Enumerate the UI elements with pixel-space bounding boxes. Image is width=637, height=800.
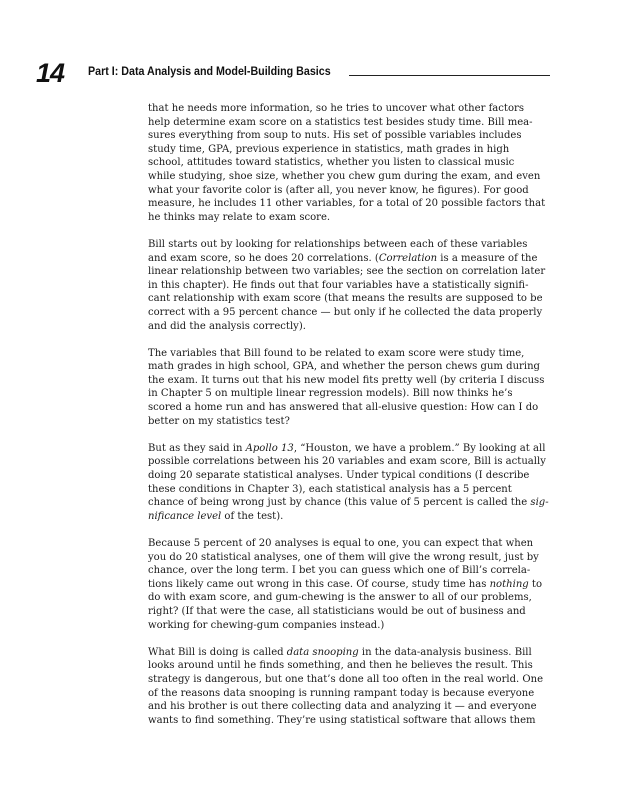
paragraph: [148, 646, 552, 728]
text-line: possible correlations between his 20 variables and exam score, Bill is actually: [148, 456, 546, 468]
text-line: that he needs more information, so he tries to uncover what other factors: [148, 103, 524, 114]
text-line: chance, over the long term. I bet you can guess which one of Bill’s correla-: [148, 565, 531, 577]
text-line: and his brother is out there collecting data and analyzing it — and everyone: [148, 701, 537, 713]
text-line: right? (If that were the case, all statisticians would be out of business and: [148, 605, 526, 617]
running-head-rule: [349, 75, 550, 76]
text-line: he thinks may relate to exam score.: [148, 211, 331, 223]
text-line: wants to find something. They’re using statistical software that allows them: [148, 714, 536, 726]
text-line: in Chapter 5 on multiple linear regression models). Bill now thinks he’s: [148, 388, 513, 400]
text-line: and exam score, so he does 20 correlations. (Correlation is a measure of the: [148, 252, 538, 264]
text-line: in this chapter). He finds out that four variables have a statistically signifi-: [148, 279, 529, 291]
text-line: better on my statistics test?: [148, 415, 290, 427]
text-line: and did the analysis correctly).: [148, 320, 306, 332]
text-line: tions likely came out wrong in this case. Of course, study time has nothing to: [148, 578, 543, 590]
text-line: do with exam score, and gum-chewing is the answer to all of our problems,: [148, 592, 532, 604]
italic-term: data snooping: [286, 646, 359, 658]
italic-term: sig-: [530, 497, 549, 509]
text-line: what your favorite color is (after all, you never know, he figures). For good: [148, 184, 529, 196]
text-line: help determine exam score on a statistics test besides study time. Bill mea-: [148, 116, 533, 128]
italic-term: nificance level: [148, 510, 222, 522]
italic-term: Apollo 13: [245, 442, 294, 454]
text-line: cant relationship with exam score (that means the results are supposed to be: [148, 293, 543, 305]
text-line: while studying, shoe size, whether you chew gum during the exam, and even: [148, 170, 541, 182]
text-line: nificance level of the test).: [148, 510, 284, 522]
text-line: Bill starts out by looking for relationships between each of these variables: [148, 238, 528, 250]
text-line: these conditions in Chapter 3), each statistical analysis has a 5 percent: [148, 483, 512, 495]
text-line: Because 5 percent of 20 analyses is equal to one, you can expect that when: [148, 538, 534, 549]
text-line: What Bill is doing is called data snooping in the data-analysis business. Bill: [148, 646, 532, 658]
running-head: [88, 66, 550, 78]
text-line: The variables that Bill found to be related to exam score were study time,: [148, 347, 525, 359]
text-line: sures everything from soup to nuts. His set of possible variables includes: [148, 130, 522, 142]
text-line: strategy is dangerous, but one that’s done all too often in the real world. One: [148, 673, 544, 685]
body-text: [148, 102, 552, 741]
paragraph: [148, 102, 552, 224]
italic-term: nothing: [489, 578, 529, 590]
running-head-title: Part I: Data Analysis and Model-Building Basics: [88, 66, 331, 78]
page-number: 14: [36, 58, 65, 88]
paragraph: [148, 442, 552, 524]
text-line: you do 20 statistical analyses, one of them will give the wrong result, just by: [148, 551, 539, 563]
text-line: school, attitudes toward statistics, whether you listen to classical music: [148, 157, 515, 169]
text-line: math grades in high school, GPA, and whether the person chews gum during: [148, 361, 540, 373]
paragraph: [148, 537, 552, 632]
text-line: working for chewing-gum companies instead.): [148, 619, 385, 631]
text-line: linear relationship between two variables; see the section on correlation later: [148, 266, 546, 278]
text-line: chance of being wrong just by chance (this value of 5 percent is called the sig-: [148, 497, 549, 509]
text-line: doing 20 separate statistical analyses. Under typical conditions (I describe: [148, 470, 530, 482]
text-line: correct with a 95 percent chance — but only if he collected the data properly: [148, 306, 543, 318]
paragraph: [148, 238, 552, 333]
text-line: looks around until he finds something, and then he believes the result. This: [148, 660, 533, 672]
paragraph: [148, 347, 552, 429]
text-line: But as they said in Apollo 13, “Houston, we have a problem.” By looking at all: [148, 442, 546, 454]
italic-term: Correlation: [378, 252, 438, 264]
text-line: study time, GPA, previous experience in statistics, math grades in high: [148, 143, 510, 155]
text-line: the exam. It turns out that his new model fits pretty well (by criteria I discuss: [148, 374, 545, 386]
text-line: measure, he includes 11 other variables, for a total of 20 possible factors that: [148, 198, 546, 210]
text-line: of the reasons data snooping is running rampant today is because everyone: [148, 687, 535, 699]
text-line: scored a home run and has answered that all-elusive question: How can I do: [148, 402, 539, 414]
